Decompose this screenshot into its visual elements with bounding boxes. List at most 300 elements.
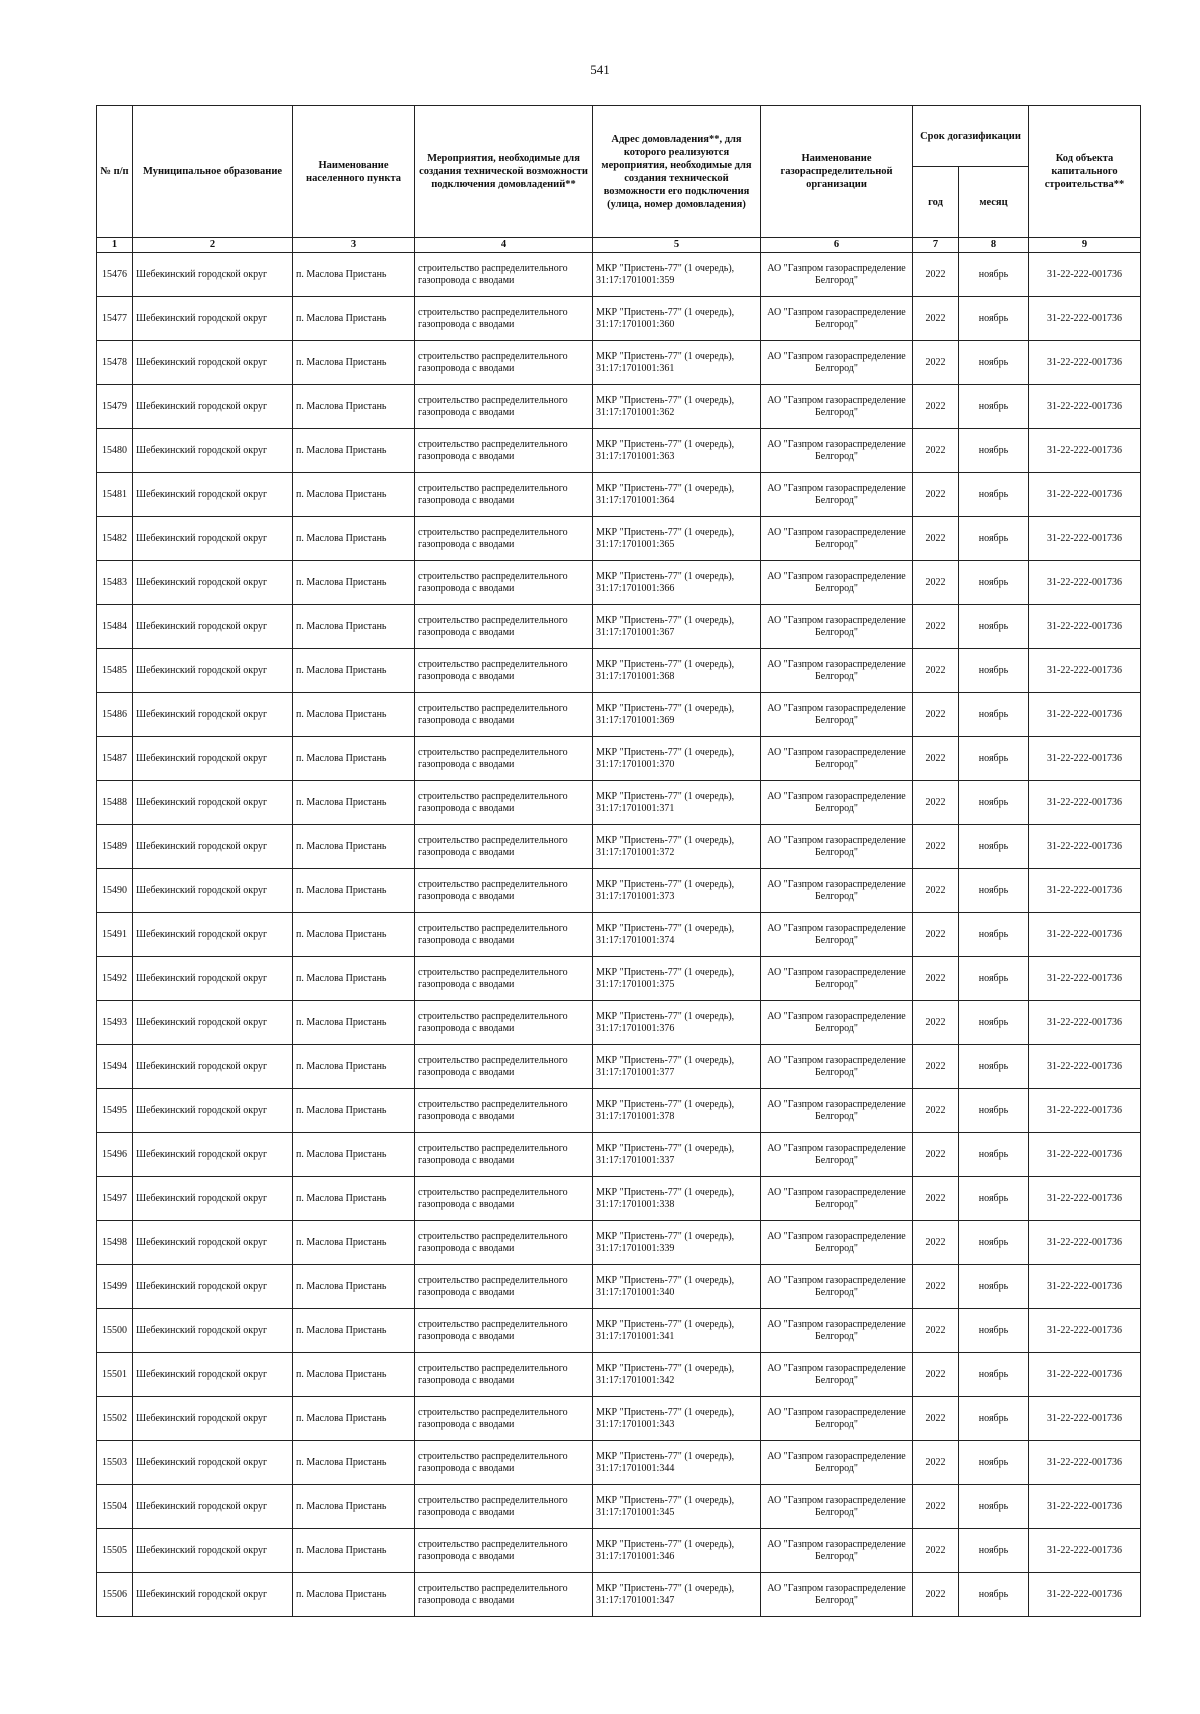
settlement-cell: п. Маслова Пристань	[293, 1265, 415, 1309]
activity-cell: строительство распределительного газопровода с вводами	[415, 385, 593, 429]
object-code-cell: 31-22-222-001736	[1029, 1573, 1141, 1617]
row-number: 15493	[97, 1001, 133, 1045]
organization-cell: АО "Газпром газораспределение Белгород"	[761, 913, 913, 957]
row-number: 15483	[97, 561, 133, 605]
settlement-cell: п. Маслова Пристань	[293, 1573, 415, 1617]
address-cell: МКР "Пристень-77" (1 очередь), 31:17:1701001:362	[593, 385, 761, 429]
month-cell: ноябрь	[959, 1089, 1029, 1133]
organization-cell: АО "Газпром газораспределение Белгород"	[761, 649, 913, 693]
municipality-cell: Шебекинский городской округ	[133, 1573, 293, 1617]
row-number: 15497	[97, 1177, 133, 1221]
settlement-cell: п. Маслова Пристань	[293, 1309, 415, 1353]
activity-cell: строительство распределительного газопровода с вводами	[415, 341, 593, 385]
gasification-table	[96, 105, 1141, 1617]
table-row	[97, 1353, 1141, 1397]
activity-cell: строительство распределительного газопровода с вводами	[415, 781, 593, 825]
table-row	[97, 737, 1141, 781]
row-number: 15479	[97, 385, 133, 429]
year-cell: 2022	[913, 825, 959, 869]
object-code-cell: 31-22-222-001736	[1029, 429, 1141, 473]
settlement-cell: п. Маслова Пристань	[293, 869, 415, 913]
table-row	[97, 1045, 1141, 1089]
organization-cell: АО "Газпром газораспределение Белгород"	[761, 1177, 913, 1221]
table-row	[97, 825, 1141, 869]
row-number: 15482	[97, 517, 133, 561]
settlement-cell: п. Маслова Пристань	[293, 737, 415, 781]
municipality-cell: Шебекинский городской округ	[133, 1177, 293, 1221]
organization-cell: АО "Газпром газораспределение Белгород"	[761, 1221, 913, 1265]
table-row	[97, 781, 1141, 825]
year-cell: 2022	[913, 429, 959, 473]
activity-cell: строительство распределительного газопровода с вводами	[415, 1089, 593, 1133]
month-cell: ноябрь	[959, 781, 1029, 825]
row-number: 15491	[97, 913, 133, 957]
settlement-cell: п. Маслова Пристань	[293, 957, 415, 1001]
address-cell: МКР "Пристень-77" (1 очередь), 31:17:1701001:359	[593, 253, 761, 297]
object-code-cell: 31-22-222-001736	[1029, 869, 1141, 913]
address-cell: МКР "Пристень-77" (1 очередь), 31:17:1701001:372	[593, 825, 761, 869]
month-cell: ноябрь	[959, 473, 1029, 517]
municipality-cell: Шебекинский городской округ	[133, 253, 293, 297]
municipality-cell: Шебекинский городской округ	[133, 869, 293, 913]
month-cell: ноябрь	[959, 737, 1029, 781]
organization-cell: АО "Газпром газораспределение Белгород"	[761, 1353, 913, 1397]
column-number: 9	[1029, 238, 1141, 253]
row-number: 15503	[97, 1441, 133, 1485]
row-number: 15501	[97, 1353, 133, 1397]
year-cell: 2022	[913, 1001, 959, 1045]
year-cell: 2022	[913, 1045, 959, 1089]
address-cell: МКР "Пристень-77" (1 очередь), 31:17:1701001:373	[593, 869, 761, 913]
municipality-cell: Шебекинский городской округ	[133, 1441, 293, 1485]
header-code: Код объекта капитального строительства**	[1029, 106, 1141, 238]
object-code-cell: 31-22-222-001736	[1029, 1265, 1141, 1309]
activity-cell: строительство распределительного газопровода с вводами	[415, 517, 593, 561]
table-row	[97, 341, 1141, 385]
table-header	[97, 106, 1141, 253]
year-cell: 2022	[913, 1353, 959, 1397]
municipality-cell: Шебекинский городской округ	[133, 1089, 293, 1133]
address-cell: МКР "Пристень-77" (1 очередь), 31:17:1701001:346	[593, 1529, 761, 1573]
table-row	[97, 297, 1141, 341]
row-number: 15506	[97, 1573, 133, 1617]
settlement-cell: п. Маслова Пристань	[293, 1441, 415, 1485]
organization-cell: АО "Газпром газораспределение Белгород"	[761, 1441, 913, 1485]
month-cell: ноябрь	[959, 385, 1029, 429]
activity-cell: строительство распределительного газопровода с вводами	[415, 1353, 593, 1397]
organization-cell: АО "Газпром газораспределение Белгород"	[761, 1133, 913, 1177]
object-code-cell: 31-22-222-001736	[1029, 473, 1141, 517]
year-cell: 2022	[913, 1529, 959, 1573]
year-cell: 2022	[913, 693, 959, 737]
organization-cell: АО "Газпром газораспределение Белгород"	[761, 1045, 913, 1089]
settlement-cell: п. Маслова Пристань	[293, 1001, 415, 1045]
month-cell: ноябрь	[959, 649, 1029, 693]
year-cell: 2022	[913, 473, 959, 517]
activity-cell: строительство распределительного газопровода с вводами	[415, 1573, 593, 1617]
organization-cell: АО "Газпром газораспределение Белгород"	[761, 1529, 913, 1573]
address-cell: МКР "Пристень-77" (1 очередь), 31:17:1701001:343	[593, 1397, 761, 1441]
activity-cell: строительство распределительного газопровода с вводами	[415, 429, 593, 473]
settlement-cell: п. Маслова Пристань	[293, 1221, 415, 1265]
year-cell: 2022	[913, 253, 959, 297]
address-cell: МКР "Пристень-77" (1 очередь), 31:17:1701001:376	[593, 1001, 761, 1045]
year-cell: 2022	[913, 1485, 959, 1529]
address-cell: МКР "Пристень-77" (1 очередь), 31:17:1701001:375	[593, 957, 761, 1001]
object-code-cell: 31-22-222-001736	[1029, 605, 1141, 649]
table-row	[97, 1529, 1141, 1573]
municipality-cell: Шебекинский городской округ	[133, 385, 293, 429]
municipality-cell: Шебекинский городской округ	[133, 1353, 293, 1397]
row-number: 15504	[97, 1485, 133, 1529]
year-cell: 2022	[913, 1089, 959, 1133]
header-municipality: Муниципальное образование	[133, 106, 293, 238]
row-number: 15494	[97, 1045, 133, 1089]
table-row	[97, 1089, 1141, 1133]
table-row	[97, 1133, 1141, 1177]
settlement-cell: п. Маслова Пристань	[293, 825, 415, 869]
month-cell: ноябрь	[959, 957, 1029, 1001]
object-code-cell: 31-22-222-001736	[1029, 1529, 1141, 1573]
header-settlement: Наименование населенного пункта	[293, 106, 415, 238]
municipality-cell: Шебекинский городской округ	[133, 297, 293, 341]
activity-cell: строительство распределительного газопровода с вводами	[415, 1221, 593, 1265]
municipality-cell: Шебекинский городской округ	[133, 561, 293, 605]
object-code-cell: 31-22-222-001736	[1029, 1045, 1141, 1089]
settlement-cell: п. Маслова Пристань	[293, 1529, 415, 1573]
settlement-cell: п. Маслова Пристань	[293, 605, 415, 649]
activity-cell: строительство распределительного газопровода с вводами	[415, 1485, 593, 1529]
object-code-cell: 31-22-222-001736	[1029, 253, 1141, 297]
address-cell: МКР "Пристень-77" (1 очередь), 31:17:1701001:367	[593, 605, 761, 649]
municipality-cell: Шебекинский городской округ	[133, 957, 293, 1001]
organization-cell: АО "Газпром газораспределение Белгород"	[761, 737, 913, 781]
organization-cell: АО "Газпром газораспределение Белгород"	[761, 473, 913, 517]
row-number: 15477	[97, 297, 133, 341]
object-code-cell: 31-22-222-001736	[1029, 561, 1141, 605]
activity-cell: строительство распределительного газопровода с вводами	[415, 1397, 593, 1441]
settlement-cell: п. Маслова Пристань	[293, 913, 415, 957]
organization-cell: АО "Газпром газораспределение Белгород"	[761, 1485, 913, 1529]
address-cell: МКР "Пристень-77" (1 очередь), 31:17:1701001:363	[593, 429, 761, 473]
municipality-cell: Шебекинский городской округ	[133, 913, 293, 957]
municipality-cell: Шебекинский городской округ	[133, 517, 293, 561]
activity-cell: строительство распределительного газопровода с вводами	[415, 649, 593, 693]
activity-cell: строительство распределительного газопровода с вводами	[415, 825, 593, 869]
address-cell: МКР "Пристень-77" (1 очередь), 31:17:1701001:377	[593, 1045, 761, 1089]
address-cell: МКР "Пристень-77" (1 очередь), 31:17:1701001:368	[593, 649, 761, 693]
month-cell: ноябрь	[959, 1001, 1029, 1045]
row-number: 15486	[97, 693, 133, 737]
object-code-cell: 31-22-222-001736	[1029, 781, 1141, 825]
settlement-cell: п. Маслова Пристань	[293, 1353, 415, 1397]
municipality-cell: Шебекинский городской округ	[133, 1221, 293, 1265]
address-cell: МКР "Пристень-77" (1 очередь), 31:17:1701001:360	[593, 297, 761, 341]
year-cell: 2022	[913, 1397, 959, 1441]
municipality-cell: Шебекинский городской округ	[133, 737, 293, 781]
page-number: 541	[590, 62, 610, 77]
municipality-cell: Шебекинский городской округ	[133, 1045, 293, 1089]
year-cell: 2022	[913, 297, 959, 341]
table-row	[97, 473, 1141, 517]
table-row	[97, 913, 1141, 957]
table-row	[97, 1573, 1141, 1617]
year-cell: 2022	[913, 1573, 959, 1617]
month-cell: ноябрь	[959, 341, 1029, 385]
settlement-cell: п. Маслова Пристань	[293, 1045, 415, 1089]
activity-cell: строительство распределительного газопровода с вводами	[415, 1001, 593, 1045]
activity-cell: строительство распределительного газопровода с вводами	[415, 1177, 593, 1221]
year-cell: 2022	[913, 1133, 959, 1177]
month-cell: ноябрь	[959, 429, 1029, 473]
settlement-cell: п. Маслова Пристань	[293, 385, 415, 429]
table-row	[97, 517, 1141, 561]
address-cell: МКР "Пристень-77" (1 очередь), 31:17:1701001:347	[593, 1573, 761, 1617]
address-cell: МКР "Пристень-77" (1 очередь), 31:17:1701001:378	[593, 1089, 761, 1133]
organization-cell: АО "Газпром газораспределение Белгород"	[761, 957, 913, 1001]
month-cell: ноябрь	[959, 517, 1029, 561]
month-cell: ноябрь	[959, 825, 1029, 869]
activity-cell: строительство распределительного газопровода с вводами	[415, 1441, 593, 1485]
month-cell: ноябрь	[959, 1441, 1029, 1485]
header-month: месяц	[959, 167, 1029, 238]
address-cell: МКР "Пристень-77" (1 очередь), 31:17:1701001:337	[593, 1133, 761, 1177]
address-cell: МКР "Пристень-77" (1 очередь), 31:17:1701001:344	[593, 1441, 761, 1485]
organization-cell: АО "Газпром газораспределение Белгород"	[761, 693, 913, 737]
object-code-cell: 31-22-222-001736	[1029, 1089, 1141, 1133]
object-code-cell: 31-22-222-001736	[1029, 341, 1141, 385]
month-cell: ноябрь	[959, 1397, 1029, 1441]
month-cell: ноябрь	[959, 1573, 1029, 1617]
activity-cell: строительство распределительного газопровода с вводами	[415, 253, 593, 297]
organization-cell: АО "Газпром газораспределение Белгород"	[761, 1265, 913, 1309]
municipality-cell: Шебекинский городской округ	[133, 1485, 293, 1529]
organization-cell: АО "Газпром газораспределение Белгород"	[761, 869, 913, 913]
month-cell: ноябрь	[959, 1353, 1029, 1397]
month-cell: ноябрь	[959, 605, 1029, 649]
table-body	[97, 253, 1141, 1617]
organization-cell: АО "Газпром газораспределение Белгород"	[761, 825, 913, 869]
settlement-cell: п. Маслова Пристань	[293, 693, 415, 737]
row-number: 15499	[97, 1265, 133, 1309]
year-cell: 2022	[913, 1441, 959, 1485]
column-number: 5	[593, 238, 761, 253]
column-number: 8	[959, 238, 1029, 253]
organization-cell: АО "Газпром газораспределение Белгород"	[761, 781, 913, 825]
month-cell: ноябрь	[959, 913, 1029, 957]
activity-cell: строительство распределительного газопровода с вводами	[415, 869, 593, 913]
address-cell: МКР "Пристень-77" (1 очередь), 31:17:1701001:365	[593, 517, 761, 561]
month-cell: ноябрь	[959, 1045, 1029, 1089]
month-cell: ноябрь	[959, 1133, 1029, 1177]
organization-cell: АО "Газпром газораспределение Белгород"	[761, 1397, 913, 1441]
municipality-cell: Шебекинский городской округ	[133, 473, 293, 517]
table-row	[97, 1441, 1141, 1485]
month-cell: ноябрь	[959, 693, 1029, 737]
row-number: 15496	[97, 1133, 133, 1177]
municipality-cell: Шебекинский городской округ	[133, 825, 293, 869]
row-number: 15502	[97, 1397, 133, 1441]
organization-cell: АО "Газпром газораспределение Белгород"	[761, 605, 913, 649]
row-number: 15480	[97, 429, 133, 473]
table-row	[97, 1177, 1141, 1221]
year-cell: 2022	[913, 1309, 959, 1353]
month-cell: ноябрь	[959, 1309, 1029, 1353]
row-number: 15487	[97, 737, 133, 781]
month-cell: ноябрь	[959, 1265, 1029, 1309]
object-code-cell: 31-22-222-001736	[1029, 737, 1141, 781]
municipality-cell: Шебекинский городской округ	[133, 1001, 293, 1045]
object-code-cell: 31-22-222-001736	[1029, 1441, 1141, 1485]
activity-cell: строительство распределительного газопровода с вводами	[415, 1265, 593, 1309]
settlement-cell: п. Маслова Пристань	[293, 253, 415, 297]
row-number: 15478	[97, 341, 133, 385]
header-num: № п/п	[97, 106, 133, 238]
address-cell: МКР "Пристень-77" (1 очередь), 31:17:1701001:366	[593, 561, 761, 605]
settlement-cell: п. Маслова Пристань	[293, 517, 415, 561]
year-cell: 2022	[913, 1177, 959, 1221]
row-number: 15492	[97, 957, 133, 1001]
column-number: 6	[761, 238, 913, 253]
table-row	[97, 1265, 1141, 1309]
municipality-cell: Шебекинский городской округ	[133, 605, 293, 649]
activity-cell: строительство распределительного газопровода с вводами	[415, 1309, 593, 1353]
address-cell: МКР "Пристень-77" (1 очередь), 31:17:1701001:374	[593, 913, 761, 957]
organization-cell: АО "Газпром газораспределение Белгород"	[761, 1089, 913, 1133]
address-cell: МКР "Пристень-77" (1 очередь), 31:17:1701001:339	[593, 1221, 761, 1265]
settlement-cell: п. Маслова Пристань	[293, 781, 415, 825]
settlement-cell: п. Маслова Пристань	[293, 1089, 415, 1133]
activity-cell: строительство распределительного газопровода с вводами	[415, 297, 593, 341]
municipality-cell: Шебекинский городской округ	[133, 1265, 293, 1309]
address-cell: МКР "Пристень-77" (1 очередь), 31:17:1701001:371	[593, 781, 761, 825]
table-row	[97, 1309, 1141, 1353]
object-code-cell: 31-22-222-001736	[1029, 1353, 1141, 1397]
municipality-cell: Шебекинский городской округ	[133, 1309, 293, 1353]
settlement-cell: п. Маслова Пристань	[293, 297, 415, 341]
address-cell: МКР "Пристень-77" (1 очередь), 31:17:1701001:340	[593, 1265, 761, 1309]
column-number: 2	[133, 238, 293, 253]
table-row	[97, 1397, 1141, 1441]
table-row	[97, 253, 1141, 297]
municipality-cell: Шебекинский городской округ	[133, 1529, 293, 1573]
table-row	[97, 385, 1141, 429]
address-cell: МКР "Пристень-77" (1 очередь), 31:17:1701001:341	[593, 1309, 761, 1353]
settlement-cell: п. Маслова Пристань	[293, 561, 415, 605]
organization-cell: АО "Газпром газораспределение Белгород"	[761, 429, 913, 473]
table-row	[97, 1221, 1141, 1265]
address-cell: МКР "Пристень-77" (1 очередь), 31:17:1701001:361	[593, 341, 761, 385]
row-number: 15495	[97, 1089, 133, 1133]
activity-cell: строительство распределительного газопровода с вводами	[415, 1529, 593, 1573]
municipality-cell: Шебекинский городской округ	[133, 781, 293, 825]
municipality-cell: Шебекинский городской округ	[133, 1397, 293, 1441]
table-row	[97, 869, 1141, 913]
settlement-cell: п. Маслова Пристань	[293, 341, 415, 385]
year-cell: 2022	[913, 1265, 959, 1309]
municipality-cell: Шебекинский городской округ	[133, 1133, 293, 1177]
year-cell: 2022	[913, 869, 959, 913]
organization-cell: АО "Газпром газораспределение Белгород"	[761, 385, 913, 429]
organization-cell: АО "Газпром газораспределение Белгород"	[761, 297, 913, 341]
row-number: 15485	[97, 649, 133, 693]
table-row	[97, 957, 1141, 1001]
activity-cell: строительство распределительного газопровода с вводами	[415, 957, 593, 1001]
header-organization: Наименование газораспределительной организации	[761, 106, 913, 238]
header-year: год	[913, 167, 959, 238]
organization-cell: АО "Газпром газораспределение Белгород"	[761, 1309, 913, 1353]
activity-cell: строительство распределительного газопровода с вводами	[415, 737, 593, 781]
table-row	[97, 605, 1141, 649]
row-number: 15484	[97, 605, 133, 649]
year-cell: 2022	[913, 1221, 959, 1265]
settlement-cell: п. Маслова Пристань	[293, 1177, 415, 1221]
row-number: 15481	[97, 473, 133, 517]
object-code-cell: 31-22-222-001736	[1029, 1001, 1141, 1045]
object-code-cell: 31-22-222-001736	[1029, 693, 1141, 737]
object-code-cell: 31-22-222-001736	[1029, 1133, 1141, 1177]
year-cell: 2022	[913, 649, 959, 693]
address-cell: МКР "Пристень-77" (1 очередь), 31:17:1701001:338	[593, 1177, 761, 1221]
table-row	[97, 693, 1141, 737]
organization-cell: АО "Газпром газораспределение Белгород"	[761, 253, 913, 297]
activity-cell: строительство распределительного газопровода с вводами	[415, 473, 593, 517]
year-cell: 2022	[913, 385, 959, 429]
municipality-cell: Шебекинский городской округ	[133, 649, 293, 693]
settlement-cell: п. Маслова Пристань	[293, 1133, 415, 1177]
year-cell: 2022	[913, 517, 959, 561]
organization-cell: АО "Газпром газораспределение Белгород"	[761, 341, 913, 385]
object-code-cell: 31-22-222-001736	[1029, 825, 1141, 869]
table-row	[97, 1001, 1141, 1045]
row-number: 15505	[97, 1529, 133, 1573]
month-cell: ноябрь	[959, 561, 1029, 605]
year-cell: 2022	[913, 605, 959, 649]
year-cell: 2022	[913, 781, 959, 825]
activity-cell: строительство распределительного газопровода с вводами	[415, 913, 593, 957]
header-deadline: Срок догазификации	[913, 106, 1029, 167]
month-cell: ноябрь	[959, 1177, 1029, 1221]
object-code-cell: 31-22-222-001736	[1029, 1397, 1141, 1441]
object-code-cell: 31-22-222-001736	[1029, 1177, 1141, 1221]
activity-cell: строительство распределительного газопровода с вводами	[415, 1133, 593, 1177]
column-number: 3	[293, 238, 415, 253]
month-cell: ноябрь	[959, 253, 1029, 297]
month-cell: ноябрь	[959, 297, 1029, 341]
year-cell: 2022	[913, 957, 959, 1001]
settlement-cell: п. Маслова Пристань	[293, 1485, 415, 1529]
object-code-cell: 31-22-222-001736	[1029, 297, 1141, 341]
row-number: 15498	[97, 1221, 133, 1265]
object-code-cell: 31-22-222-001736	[1029, 913, 1141, 957]
table-row	[97, 429, 1141, 473]
header-address: Адрес домовладения**, для которого реализуются мероприятия, необходимые для создания технической возможности его подключения (улица, номер домовладения)	[593, 106, 761, 238]
year-cell: 2022	[913, 561, 959, 605]
municipality-cell: Шебекинский городской округ	[133, 693, 293, 737]
row-number: 15488	[97, 781, 133, 825]
object-code-cell: 31-22-222-001736	[1029, 957, 1141, 1001]
table-row	[97, 561, 1141, 605]
object-code-cell: 31-22-222-001736	[1029, 649, 1141, 693]
object-code-cell: 31-22-222-001736	[1029, 517, 1141, 561]
year-cell: 2022	[913, 913, 959, 957]
object-code-cell: 31-22-222-001736	[1029, 1221, 1141, 1265]
header-activity: Мероприятия, необходимые для создания технической возможности подключения домовладений**	[415, 106, 593, 238]
address-cell: МКР "Пристень-77" (1 очередь), 31:17:1701001:369	[593, 693, 761, 737]
month-cell: ноябрь	[959, 1485, 1029, 1529]
activity-cell: строительство распределительного газопровода с вводами	[415, 605, 593, 649]
month-cell: ноябрь	[959, 869, 1029, 913]
